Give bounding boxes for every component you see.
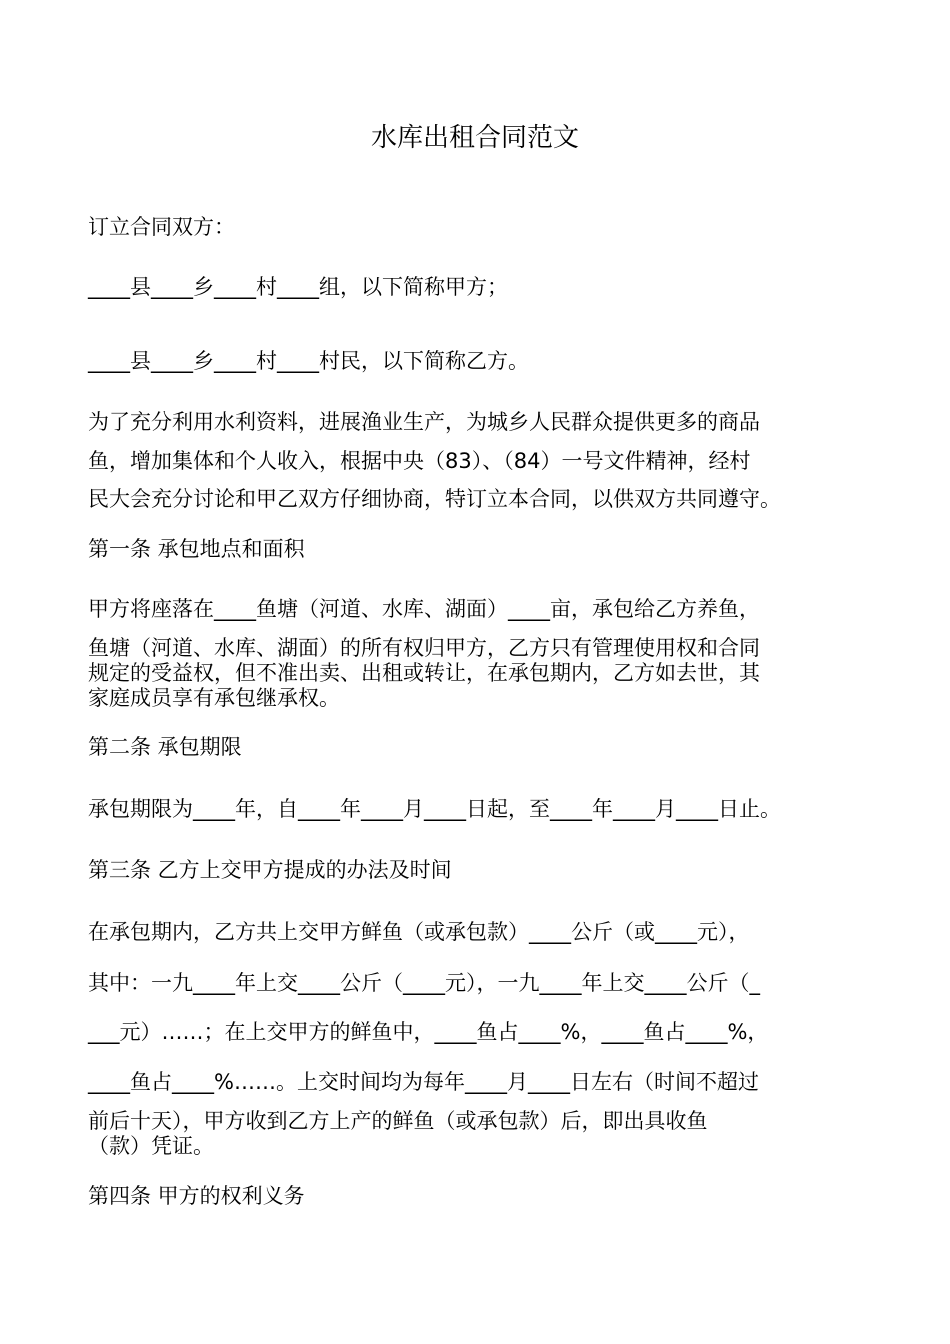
article-3-line: ____鱼占____%……。上交时间均为每年____月____日左右（时间不超过 — [88, 1070, 759, 1094]
article-3-line: ___元）……；在上交甲方的鲜鱼中，____鱼占____%，____鱼占____%， — [88, 1020, 769, 1044]
article-1-line: 甲方将座落在____鱼塘（河道、水库、湖面）____亩，承包给乙方养鱼， — [88, 597, 760, 621]
article-3-line: 在承包期内，乙方共上交甲方鲜鱼（或承包款）____公斤（或____元）， — [88, 920, 750, 944]
article-1-line: 鱼塘（河道、水库、湖面）的所有权归甲方，乙方只有管理使用权和合同 — [88, 636, 760, 660]
preamble-line: 鱼，增加集体和个人收入，根据中央（83）、（84）一号文件精神，经村 — [88, 449, 751, 473]
document-title: 水库出租合同范文 — [370, 123, 579, 153]
parties-heading: 订立合同双方： — [88, 215, 235, 239]
party-b-line: ____县____乡____村____村民，以下简称乙方。 — [88, 349, 529, 373]
article-3-line: 其中：一九____年上交____公斤（____元），一九____年上交____公斤（_ — [88, 971, 760, 995]
article-1-heading: 第一条 承包地点和面积 — [88, 537, 305, 561]
article-3-heading: 第三条 乙方上交甲方提成的办法及时间 — [88, 858, 452, 882]
article-2-heading: 第二条 承包期限 — [88, 735, 242, 759]
article-3-line: （款）凭证。 — [88, 1134, 214, 1158]
article-4-heading: 第四条 甲方的权利义务 — [88, 1184, 305, 1208]
article-1-line: 规定的受益权，但不准出卖、出租或转让，在承包期内，乙方如去世，其 — [88, 661, 760, 685]
preamble-line: 为了充分利用水利资料，进展渔业生产，为城乡人民群众提供更多的商品 — [88, 410, 760, 434]
article-3-line: 前后十天），甲方收到乙方上产的鲜鱼（或承包款）后，即出具收鱼 — [88, 1109, 708, 1133]
preamble-line: 民大会充分讨论和甲乙双方仔细协商，特订立本合同，以供双方共同遵守。 — [88, 487, 781, 511]
party-a-line: ____县____乡____村____组，以下简称甲方； — [88, 275, 508, 299]
article-2-line: 承包期限为____年，自____年____月____日起，至____年____月____日止。 — [88, 797, 781, 821]
article-1-line: 家庭成员享有承包继承权。 — [88, 686, 340, 710]
